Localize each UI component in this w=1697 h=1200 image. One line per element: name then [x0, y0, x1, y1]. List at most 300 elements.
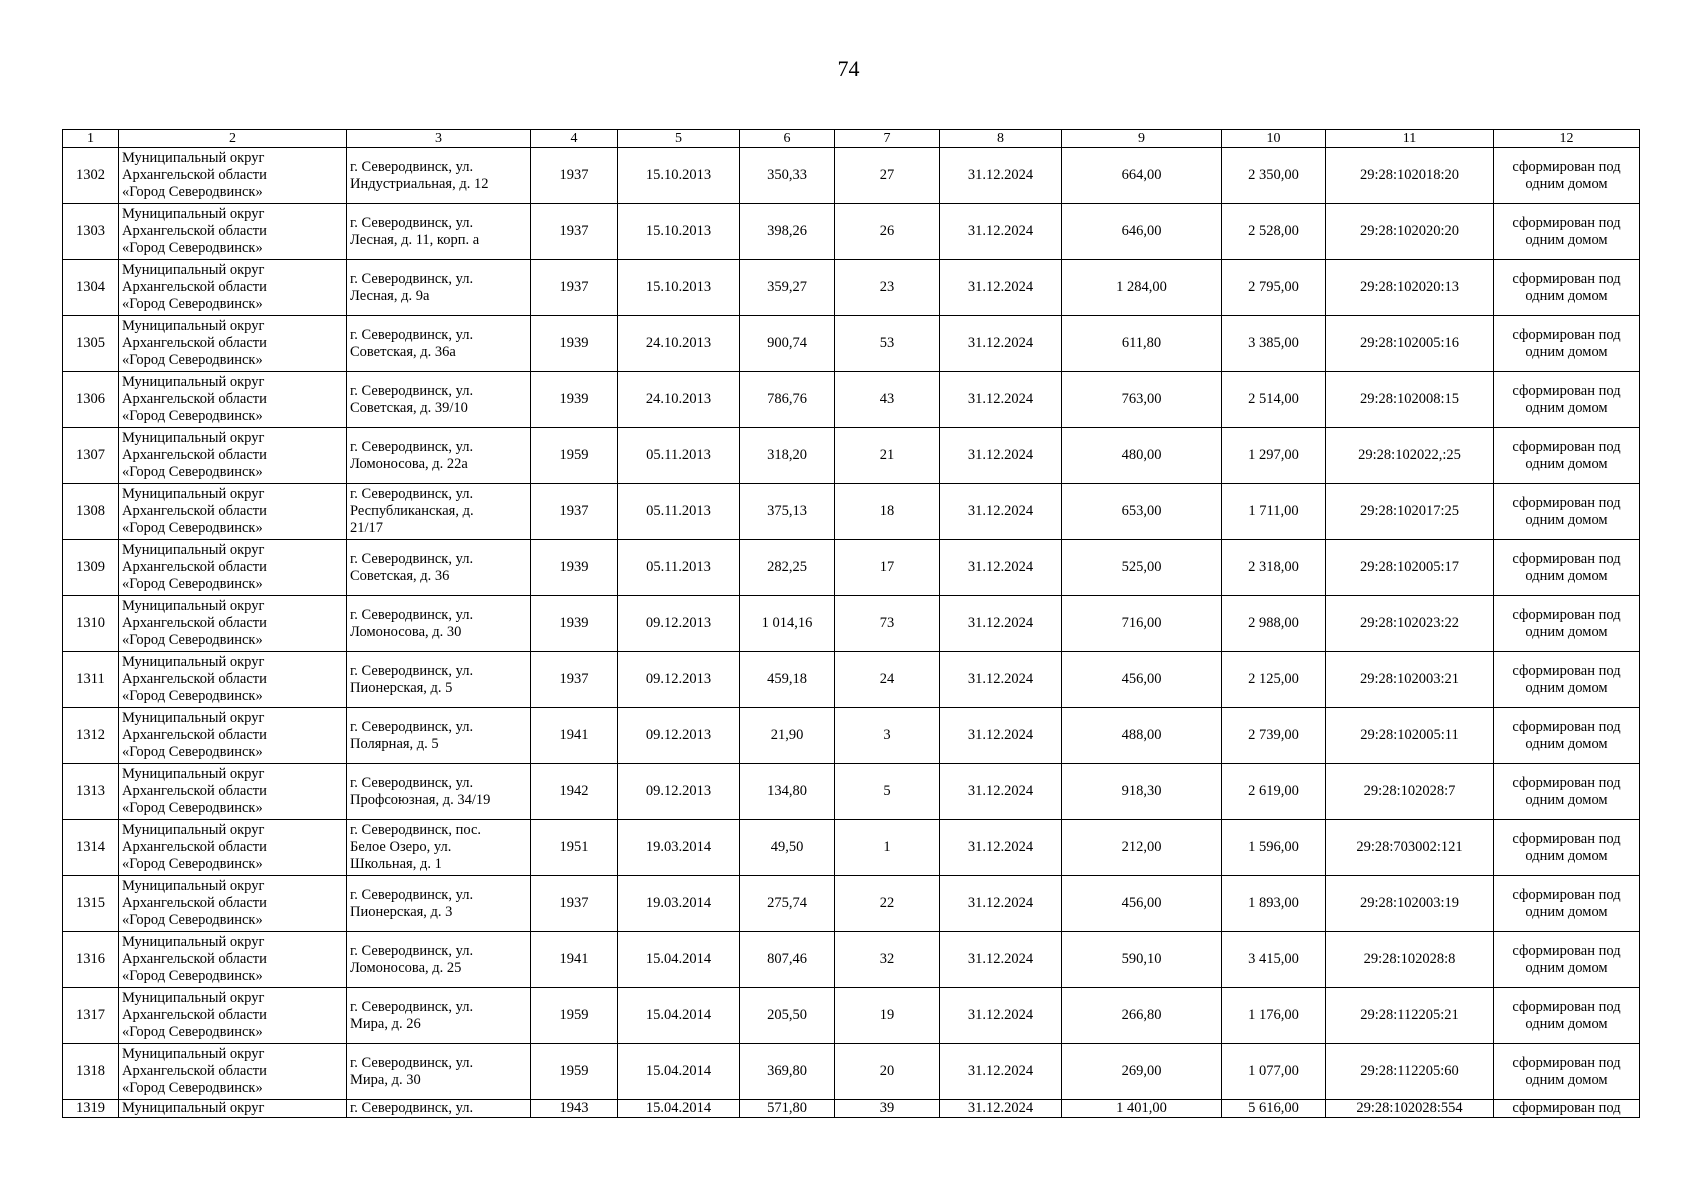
cadastral-number-cell: 29:28:102023:22	[1326, 596, 1494, 652]
address-line: г. Северодвинск, ул.	[350, 486, 474, 502]
residents-cell: 20	[835, 1044, 940, 1100]
status-line: одним домом	[1525, 1071, 1608, 1088]
housing-registry-table	[62, 129, 1640, 1118]
deadline-cell: 31.12.2024	[940, 316, 1062, 372]
owner-line: «Город Северодвинск»	[122, 744, 263, 760]
address-cell	[347, 1044, 531, 1100]
owner-line: Муниципальный округ	[122, 374, 265, 390]
address-line: г. Северодвинск, ул.	[350, 606, 474, 623]
date-cell: 15.10.2013	[618, 260, 740, 316]
address-line: г. Северодвинск, ул.	[350, 998, 474, 1015]
address-line: г. Северодвинск, ул.	[350, 438, 474, 455]
residents-cell: 27	[835, 148, 940, 204]
table-row	[63, 988, 1640, 1044]
owner-cell	[119, 652, 347, 708]
date-cell: 24.10.2013	[618, 316, 740, 372]
status-cell	[1494, 540, 1640, 596]
cadastral-number-cell: 29:28:102022,:25	[1326, 428, 1494, 484]
residents-cell: 32	[835, 932, 940, 988]
status-line: сформирован под	[1512, 326, 1621, 343]
land-area-cell: 664,00	[1062, 148, 1222, 204]
owner-cell	[119, 876, 347, 932]
status-line: сформирован под	[1512, 214, 1621, 231]
table-row	[63, 260, 1640, 316]
date-cell: 15.04.2014	[618, 988, 740, 1044]
address-line: г. Северодвинск, ул.	[350, 718, 474, 735]
owner-cell	[119, 428, 347, 484]
row-number-cell: 1310	[63, 596, 119, 652]
status-line: одним домом	[1525, 1015, 1608, 1032]
table-header	[63, 130, 1640, 148]
address-line: г. Северодвинск, ул.	[350, 550, 474, 567]
address-line: г. Северодвинск, пос.	[350, 822, 482, 838]
address-line: Ломоносова, д. 25	[350, 959, 462, 976]
norm-area-cell: 3 385,00	[1222, 316, 1326, 372]
land-area-cell: 480,00	[1062, 428, 1222, 484]
deadline-cell: 31.12.2024	[940, 484, 1062, 540]
year-cell: 1941	[531, 708, 618, 764]
address-line: 21/17	[350, 520, 384, 536]
land-area-cell: 266,80	[1062, 988, 1222, 1044]
owner-line: Архангельской области	[122, 279, 267, 295]
address-cell	[347, 428, 531, 484]
address-line: Индустриальная, д. 12	[350, 175, 489, 192]
date-cell: 05.11.2013	[618, 484, 740, 540]
address-line: Лесная, д. 11, корп. а	[350, 231, 480, 248]
owner-line: «Город Северодвинск»	[122, 912, 263, 928]
owner-line: «Город Северодвинск»	[122, 1080, 263, 1096]
owner-line: Муниципальный округ	[122, 430, 265, 446]
date-cell: 15.04.2014	[618, 932, 740, 988]
status-line: одним домом	[1525, 959, 1608, 976]
address-line: Профсоюзная, д. 34/19	[350, 791, 491, 808]
norm-area-cell: 1 077,00	[1222, 1044, 1326, 1100]
owner-line: «Город Северодвинск»	[122, 856, 263, 872]
norm-area-cell: 2 125,00	[1222, 652, 1326, 708]
address-line: Советская, д. 36а	[350, 343, 456, 360]
cadastral-number-cell: 29:28:102005:16	[1326, 316, 1494, 372]
residents-cell: 26	[835, 204, 940, 260]
owner-line: Муниципальный округ	[122, 710, 265, 726]
table-row	[63, 372, 1640, 428]
owner-line: Архангельской области	[122, 223, 267, 239]
address-line: Мира, д. 26	[350, 1015, 421, 1032]
owner-cell	[119, 316, 347, 372]
residents-cell: 22	[835, 876, 940, 932]
status-line: сформирован под	[1512, 1054, 1621, 1071]
land-area-cell: 456,00	[1062, 876, 1222, 932]
table-row	[63, 148, 1640, 204]
status-line: сформирован под	[1512, 774, 1621, 791]
address-line: г. Северодвинск, ул.	[350, 942, 474, 959]
address-cell	[347, 540, 531, 596]
date-cell: 15.04.2014	[618, 1044, 740, 1100]
owner-line: «Город Северодвинск»	[122, 800, 263, 816]
table-row	[63, 484, 1640, 540]
owner-line: Муниципальный округ	[122, 766, 265, 782]
year-cell: 1951	[531, 820, 618, 876]
owner-line: Муниципальный округ	[122, 542, 265, 558]
status-cell	[1494, 932, 1640, 988]
land-area-cell: 456,00	[1062, 652, 1222, 708]
column-number-12: 12	[1494, 130, 1640, 148]
owner-cell	[119, 1044, 347, 1100]
owner-line: Архангельской области	[122, 335, 267, 351]
owner-line: Муниципальный округ	[122, 262, 265, 278]
deadline-cell: 31.12.2024	[940, 596, 1062, 652]
address-line: Пионерская, д. 5	[350, 679, 453, 696]
status-line: одним домом	[1525, 679, 1608, 696]
status-cell	[1494, 484, 1640, 540]
column-number-11: 11	[1326, 130, 1494, 148]
deadline-cell: 31.12.2024	[940, 1100, 1062, 1118]
date-cell: 05.11.2013	[618, 428, 740, 484]
land-area-cell: 212,00	[1062, 820, 1222, 876]
land-area-cell: 646,00	[1062, 204, 1222, 260]
column-number-2: 2	[119, 130, 347, 148]
year-cell: 1937	[531, 652, 618, 708]
norm-area-cell: 1 596,00	[1222, 820, 1326, 876]
status-line: одним домом	[1525, 623, 1608, 640]
status-cell	[1494, 764, 1640, 820]
date-cell: 19.03.2014	[618, 820, 740, 876]
address-line: г. Северодвинск, ул.	[350, 382, 474, 399]
deadline-cell: 31.12.2024	[940, 652, 1062, 708]
status-line: сформирован под	[1512, 830, 1621, 847]
status-cell	[1494, 1044, 1640, 1100]
residents-cell: 24	[835, 652, 940, 708]
table-row	[63, 708, 1640, 764]
row-number-cell: 1314	[63, 820, 119, 876]
status-line: сформирован под	[1512, 886, 1621, 903]
owner-line: Муниципальный округ	[122, 1100, 265, 1116]
address-line: г. Северодвинск, ул.	[350, 662, 474, 679]
cadastral-number-cell: 29:28:102028:7	[1326, 764, 1494, 820]
owner-line: Архангельской области	[122, 727, 267, 743]
area-cell: 900,74	[740, 316, 835, 372]
year-cell: 1937	[531, 484, 618, 540]
status-cell	[1494, 148, 1640, 204]
status-line: одним домом	[1525, 455, 1608, 472]
area-cell: 205,50	[740, 988, 835, 1044]
area-cell: 282,25	[740, 540, 835, 596]
owner-line: Муниципальный округ	[122, 878, 265, 894]
owner-line: Муниципальный округ	[122, 654, 265, 670]
status-line: одним домом	[1525, 343, 1608, 360]
address-line: г. Северодвинск, ул.	[350, 270, 474, 287]
deadline-cell: 31.12.2024	[940, 1044, 1062, 1100]
area-cell: 375,13	[740, 484, 835, 540]
owner-cell	[119, 988, 347, 1044]
status-cell	[1494, 1100, 1640, 1118]
land-area-cell: 611,80	[1062, 316, 1222, 372]
row-number-cell: 1316	[63, 932, 119, 988]
owner-line: «Город Северодвинск»	[122, 520, 263, 536]
area-cell: 398,26	[740, 204, 835, 260]
land-area-cell: 269,00	[1062, 1044, 1222, 1100]
status-line: одним домом	[1525, 735, 1608, 752]
row-number-cell: 1313	[63, 764, 119, 820]
row-number-cell: 1309	[63, 540, 119, 596]
status-line: сформирован под	[1512, 550, 1621, 567]
table-row	[63, 204, 1640, 260]
area-cell: 21,90	[740, 708, 835, 764]
address-line: Лесная, д. 9а	[350, 287, 430, 304]
year-cell: 1943	[531, 1100, 618, 1118]
status-line: одним домом	[1525, 903, 1608, 920]
cadastral-number-cell: 29:28:102028:8	[1326, 932, 1494, 988]
owner-line: Архангельской области	[122, 1063, 267, 1079]
owner-line: «Город Северодвинск»	[122, 968, 263, 984]
address-cell	[347, 652, 531, 708]
deadline-cell: 31.12.2024	[940, 372, 1062, 428]
norm-area-cell: 2 795,00	[1222, 260, 1326, 316]
residents-cell: 5	[835, 764, 940, 820]
land-area-cell: 763,00	[1062, 372, 1222, 428]
row-number-cell: 1312	[63, 708, 119, 764]
deadline-cell: 31.12.2024	[940, 540, 1062, 596]
owner-cell	[119, 148, 347, 204]
owner-line: Архангельской области	[122, 391, 267, 407]
address-cell	[347, 596, 531, 652]
norm-area-cell: 2 739,00	[1222, 708, 1326, 764]
status-line: сформирован под	[1512, 158, 1621, 175]
status-cell	[1494, 316, 1640, 372]
row-number-cell: 1306	[63, 372, 119, 428]
table-row	[63, 876, 1640, 932]
cadastral-number-cell: 29:28:102003:19	[1326, 876, 1494, 932]
residents-cell: 39	[835, 1100, 940, 1118]
address-line: Советская, д. 39/10	[350, 399, 468, 416]
row-number-cell: 1305	[63, 316, 119, 372]
cadastral-number-cell: 29:28:112205:60	[1326, 1044, 1494, 1100]
owner-line: Муниципальный округ	[122, 318, 265, 334]
residents-cell: 17	[835, 540, 940, 596]
address-cell	[347, 204, 531, 260]
year-cell: 1939	[531, 372, 618, 428]
date-cell: 19.03.2014	[618, 876, 740, 932]
area-cell: 359,27	[740, 260, 835, 316]
row-number-cell: 1318	[63, 1044, 119, 1100]
norm-area-cell: 1 176,00	[1222, 988, 1326, 1044]
date-cell: 15.04.2014	[618, 1100, 740, 1118]
table-row	[63, 316, 1640, 372]
owner-line: Архангельской области	[122, 615, 267, 631]
norm-area-cell: 1 893,00	[1222, 876, 1326, 932]
row-number-cell: 1315	[63, 876, 119, 932]
address-line: г. Северодвинск, ул.	[350, 1054, 474, 1071]
status-line: сформирован под	[1512, 606, 1621, 623]
area-cell: 459,18	[740, 652, 835, 708]
status-line: одним домом	[1525, 791, 1608, 808]
area-cell: 350,33	[740, 148, 835, 204]
owner-line: Архангельской области	[122, 503, 267, 519]
owner-line: «Город Северодвинск»	[122, 296, 263, 312]
year-cell: 1937	[531, 260, 618, 316]
status-line: сформирован под	[1512, 1100, 1621, 1116]
address-cell	[347, 260, 531, 316]
address-line: Ломоносова, д. 22а	[350, 455, 468, 472]
owner-cell	[119, 1100, 347, 1118]
address-line: г. Северодвинск, ул.	[350, 886, 474, 903]
area-cell: 275,74	[740, 876, 835, 932]
status-line: сформирован под	[1512, 270, 1621, 287]
address-line: г. Северодвинск, ул.	[350, 158, 474, 175]
owner-line: «Город Северодвинск»	[122, 1024, 263, 1040]
column-number-7: 7	[835, 130, 940, 148]
address-line: Полярная, д. 5	[350, 735, 439, 752]
row-number-cell: 1311	[63, 652, 119, 708]
owner-cell	[119, 596, 347, 652]
year-cell: 1959	[531, 988, 618, 1044]
deadline-cell: 31.12.2024	[940, 820, 1062, 876]
land-area-cell: 653,00	[1062, 484, 1222, 540]
deadline-cell: 31.12.2024	[940, 988, 1062, 1044]
table-row	[63, 764, 1640, 820]
address-cell	[347, 316, 531, 372]
residents-cell: 18	[835, 484, 940, 540]
owner-line: «Город Северодвинск»	[122, 240, 263, 256]
cadastral-number-cell: 29:28:102017:25	[1326, 484, 1494, 540]
owner-line: Архангельской области	[122, 895, 267, 911]
column-number-row	[63, 130, 1640, 148]
norm-area-cell: 5 616,00	[1222, 1100, 1326, 1118]
page-number: 74	[837, 56, 860, 81]
land-area-cell: 1 284,00	[1062, 260, 1222, 316]
cadastral-number-cell: 29:28:102005:11	[1326, 708, 1494, 764]
address-line: Ломоносова, д. 30	[350, 623, 462, 640]
owner-line: «Город Северодвинск»	[122, 464, 263, 480]
cadastral-number-cell: 29:28:102018:20	[1326, 148, 1494, 204]
status-cell	[1494, 260, 1640, 316]
owner-cell	[119, 204, 347, 260]
address-line: г. Северодвинск, ул.	[350, 326, 474, 343]
area-cell: 786,76	[740, 372, 835, 428]
land-area-cell: 488,00	[1062, 708, 1222, 764]
deadline-cell: 31.12.2024	[940, 932, 1062, 988]
cadastral-number-cell: 29:28:102028:554	[1326, 1100, 1494, 1118]
year-cell: 1959	[531, 1044, 618, 1100]
deadline-cell: 31.12.2024	[940, 876, 1062, 932]
owner-line: «Город Северодвинск»	[122, 576, 263, 592]
owner-line: Архангельской области	[122, 671, 267, 687]
address-line: г. Северодвинск, ул.	[350, 214, 474, 231]
deadline-cell: 31.12.2024	[940, 260, 1062, 316]
table-row	[63, 932, 1640, 988]
owner-cell	[119, 372, 347, 428]
area-cell: 318,20	[740, 428, 835, 484]
column-number-10: 10	[1222, 130, 1326, 148]
residents-cell: 23	[835, 260, 940, 316]
owner-line: Архангельской области	[122, 951, 267, 967]
status-cell	[1494, 204, 1640, 260]
year-cell: 1941	[531, 932, 618, 988]
cadastral-number-cell: 29:28:102020:13	[1326, 260, 1494, 316]
address-cell	[347, 1100, 531, 1118]
owner-cell	[119, 540, 347, 596]
address-cell	[347, 932, 531, 988]
land-area-cell: 590,10	[1062, 932, 1222, 988]
column-number-3: 3	[347, 130, 531, 148]
owner-line: Архангельской области	[122, 559, 267, 575]
column-number-4: 4	[531, 130, 618, 148]
column-number-9: 9	[1062, 130, 1222, 148]
address-cell	[347, 764, 531, 820]
year-cell: 1939	[531, 316, 618, 372]
table-row	[63, 596, 1640, 652]
row-number-cell: 1308	[63, 484, 119, 540]
year-cell: 1939	[531, 596, 618, 652]
status-line: сформирован под	[1512, 942, 1621, 959]
cadastral-number-cell: 29:28:703002:121	[1326, 820, 1494, 876]
table-body	[63, 148, 1640, 1118]
owner-cell	[119, 260, 347, 316]
norm-area-cell: 3 415,00	[1222, 932, 1326, 988]
norm-area-cell: 2 350,00	[1222, 148, 1326, 204]
status-cell	[1494, 596, 1640, 652]
status-cell	[1494, 428, 1640, 484]
deadline-cell: 31.12.2024	[940, 764, 1062, 820]
column-number-5: 5	[618, 130, 740, 148]
status-cell	[1494, 876, 1640, 932]
address-line: Пионерская, д. 3	[350, 903, 453, 920]
owner-line: Муниципальный округ	[122, 934, 265, 950]
table-row	[63, 1100, 1640, 1118]
year-cell: 1942	[531, 764, 618, 820]
owner-line: Архангельской области	[122, 783, 267, 799]
year-cell: 1937	[531, 148, 618, 204]
owner-cell	[119, 820, 347, 876]
norm-area-cell: 2 528,00	[1222, 204, 1326, 260]
area-cell: 134,80	[740, 764, 835, 820]
area-cell: 49,50	[740, 820, 835, 876]
year-cell: 1959	[531, 428, 618, 484]
status-line: сформирован под	[1512, 662, 1621, 679]
address-line: г. Северодвинск, ул.	[350, 1100, 474, 1116]
owner-line: Муниципальный округ	[122, 206, 265, 222]
land-area-cell: 525,00	[1062, 540, 1222, 596]
address-line: г. Северодвинск, ул.	[350, 774, 474, 791]
status-cell	[1494, 652, 1640, 708]
status-line: сформирован под	[1512, 382, 1621, 399]
status-line: сформирован под	[1512, 718, 1621, 735]
land-area-cell: 918,30	[1062, 764, 1222, 820]
address-line: Белое Озеро, ул.	[350, 839, 452, 855]
residents-cell: 3	[835, 708, 940, 764]
row-number-cell: 1317	[63, 988, 119, 1044]
area-cell: 807,46	[740, 932, 835, 988]
cadastral-number-cell: 29:28:102003:21	[1326, 652, 1494, 708]
address-cell	[347, 148, 531, 204]
address-line: Мира, д. 30	[350, 1071, 421, 1088]
residents-cell: 53	[835, 316, 940, 372]
row-number-cell: 1307	[63, 428, 119, 484]
owner-line: Муниципальный округ	[122, 990, 265, 1006]
norm-area-cell: 2 619,00	[1222, 764, 1326, 820]
date-cell: 05.11.2013	[618, 540, 740, 596]
address-cell	[347, 484, 531, 540]
date-cell: 24.10.2013	[618, 372, 740, 428]
norm-area-cell: 2 988,00	[1222, 596, 1326, 652]
date-cell: 15.10.2013	[618, 148, 740, 204]
date-cell: 15.10.2013	[618, 204, 740, 260]
address-cell	[347, 876, 531, 932]
status-cell	[1494, 708, 1640, 764]
owner-cell	[119, 708, 347, 764]
status-line: одним домом	[1525, 287, 1608, 304]
cadastral-number-cell: 29:28:102020:20	[1326, 204, 1494, 260]
status-line: сформирован под	[1512, 998, 1621, 1015]
